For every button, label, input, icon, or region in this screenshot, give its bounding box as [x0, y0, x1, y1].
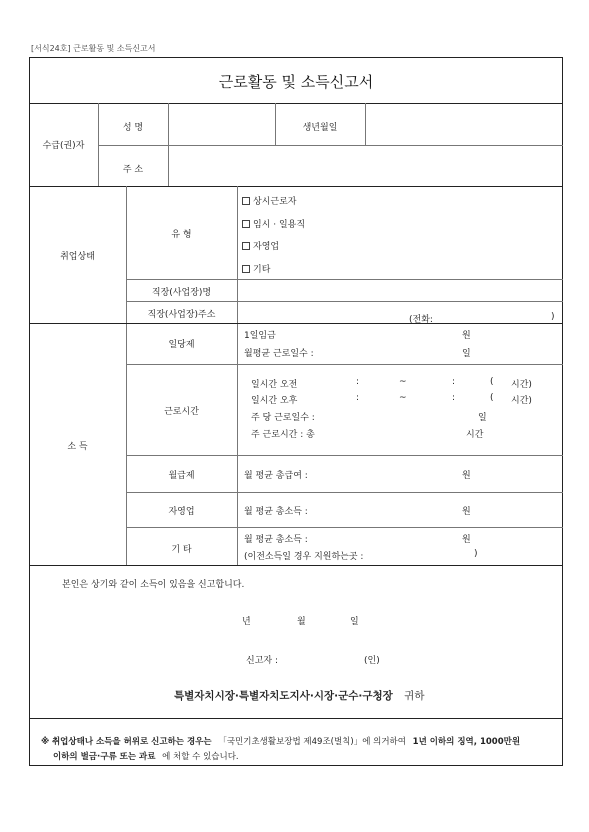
divider	[237, 186, 238, 565]
option-temporary[interactable]	[242, 217, 305, 230]
divider	[29, 718, 563, 719]
option-self-employed[interactable]	[242, 239, 279, 252]
divider	[126, 301, 563, 302]
colon: :	[356, 377, 360, 387]
form-code: [서식24호] 근로활동 및 소득신고서	[31, 44, 156, 53]
divider	[126, 364, 563, 365]
declaration-text: 본인은 상기와 같이 소득이 있음을 신고합니다.	[62, 580, 245, 590]
checkbox-icon[interactable]	[242, 242, 250, 250]
addressee-title: 특별자치시장·특별자치도지사·시장·군수·구청장	[174, 690, 393, 702]
option-label: 상시근로자	[253, 197, 297, 207]
checkbox-icon[interactable]	[242, 265, 250, 273]
address-label: 주 소	[122, 165, 144, 175]
option-other[interactable]	[242, 262, 270, 275]
addressee	[174, 688, 424, 703]
colon: :	[452, 393, 456, 403]
date-month: 월	[297, 617, 306, 627]
divider	[29, 103, 563, 104]
transfer-source-text: (이전소득일 경우 지원하는곳 :	[244, 552, 364, 562]
penalty-notice-line1	[41, 735, 520, 747]
checkbox-icon[interactable]	[242, 197, 250, 205]
tilde: ~	[399, 393, 407, 403]
self-employed-label: 자영업	[168, 507, 195, 517]
reporter-label: 신고자 :	[246, 656, 278, 666]
option-label: 기타	[253, 265, 271, 275]
workplace-address-label: 직장(사업장)주소	[147, 310, 216, 320]
divider	[126, 279, 563, 280]
notice-part3: 1년 이하의 징역, 1000만원	[412, 737, 521, 747]
divider	[365, 103, 366, 145]
weekly-hours-unit: 시간	[466, 430, 484, 440]
penalty-notice-line2	[53, 750, 239, 762]
divider	[126, 492, 563, 493]
tilde: ~	[399, 377, 407, 387]
form-title: 근로활동 및 소득신고서	[218, 73, 374, 91]
daily-wage-label: 일당제	[168, 340, 195, 350]
honorific: 귀하	[404, 690, 425, 702]
notice-part5: 에 처할 수 있습니다.	[162, 752, 239, 762]
pm-hours-text: 일시간 오후	[251, 396, 298, 406]
self-income-text: 월 평균 총소득 :	[244, 507, 308, 517]
hours-close: 시간)	[511, 396, 532, 406]
divider	[29, 186, 563, 187]
workplace-address-field[interactable]	[239, 303, 404, 321]
birth-field[interactable]	[367, 105, 561, 143]
name-label: 성 명	[122, 123, 144, 133]
paren-open: (	[490, 393, 494, 403]
divider	[29, 565, 563, 566]
divider	[29, 323, 563, 324]
income-label: 소 득	[67, 442, 88, 452]
transfer-source-close: )	[474, 549, 478, 559]
option-regular[interactable]	[242, 194, 296, 207]
colon: :	[356, 393, 360, 403]
weekly-days-unit: 일	[478, 413, 487, 423]
option-label: 임시 · 일용직	[253, 220, 306, 230]
option-label: 자영업	[253, 242, 280, 252]
recipient-label: 수급(권)자	[42, 141, 85, 151]
reporter-field[interactable]	[290, 649, 360, 663]
date-day: 일	[350, 617, 359, 627]
divider	[126, 455, 563, 456]
other-income-text: 월 평균 총소득 :	[244, 535, 308, 545]
phone-close: )	[551, 312, 555, 322]
other-income-unit: 원	[462, 535, 471, 545]
birth-label: 생년월일	[302, 123, 338, 133]
work-hours-label: 근로시간	[164, 407, 199, 417]
workplace-name-field[interactable]	[239, 281, 561, 299]
workplace-name-label: 직장(사업장)명	[151, 288, 212, 298]
notice-part1: 취업상태나 소득을 허위로 신고하는 경우는	[51, 737, 212, 747]
work-days-unit: 일	[462, 349, 471, 359]
weekly-hours-text: 주 근로시간 : 총	[251, 430, 315, 440]
notice-part4: 이하의 벌금·구류 또는 과료	[53, 752, 156, 762]
date-year: 년	[242, 617, 251, 627]
colon: :	[452, 377, 456, 387]
monthly-wage-text: 월 평균 총급여 :	[244, 471, 308, 481]
phone-field[interactable]	[440, 308, 545, 322]
type-label: 유 형	[171, 230, 192, 240]
employment-label: 취업상태	[60, 252, 95, 262]
am-hours-text: 일시간 오전	[251, 380, 298, 390]
hours-close: 시간)	[511, 380, 532, 390]
seal-mark: (인)	[364, 656, 380, 666]
address-field[interactable]	[170, 147, 561, 184]
work-days-text: 월평균 근로일수 :	[244, 349, 314, 359]
notice-part2: 「국민기초생활보장법 제49조(벌칙)」에 의거하여	[218, 737, 406, 747]
divider	[98, 145, 563, 146]
daily-wage-text: 1일임금	[244, 331, 276, 341]
divider	[126, 527, 563, 528]
weekly-days-text: 주 당 근로일수 :	[251, 413, 315, 423]
paren-open: (	[490, 377, 494, 387]
daily-wage-unit: 원	[462, 331, 471, 341]
monthly-wage-label: 월급제	[168, 471, 195, 481]
other-income-label: 기 타	[171, 545, 192, 555]
name-field[interactable]	[170, 105, 273, 143]
monthly-wage-unit: 원	[462, 471, 471, 481]
self-income-unit: 원	[462, 507, 471, 517]
phone-label: (전화:	[409, 315, 433, 325]
notice-mark: ※	[41, 737, 50, 747]
checkbox-icon[interactable]	[242, 220, 250, 228]
